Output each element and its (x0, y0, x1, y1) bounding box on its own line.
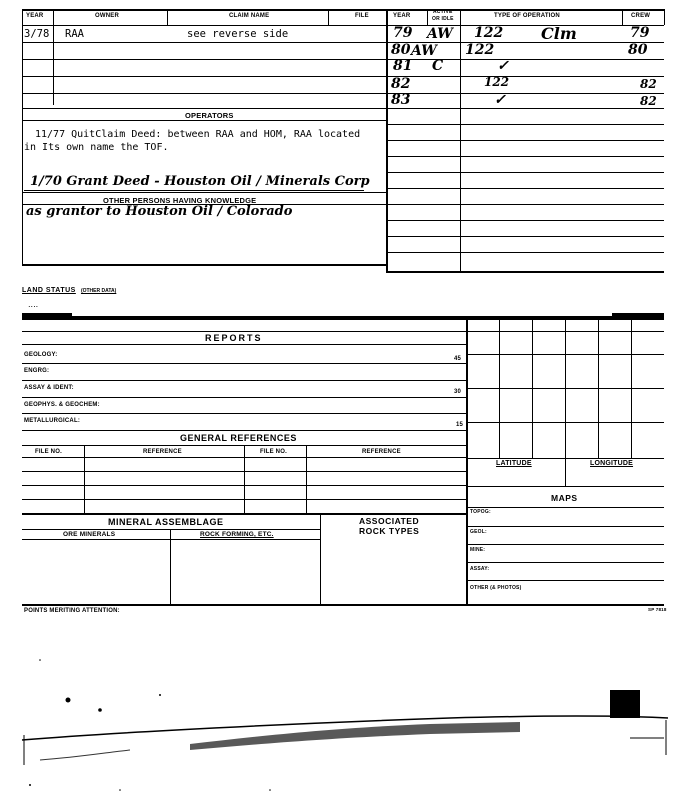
land-status-value: .... (28, 300, 39, 309)
rock-types-label: ROCK TYPES (359, 526, 420, 536)
report-engrg: ENGRG: (24, 368, 50, 374)
land-status-label (22, 277, 116, 296)
first-row-claim-name: see reverse side (187, 28, 289, 40)
op-crew-2: 80 (628, 42, 648, 58)
operators-line-2: in Its own name the TOF. (24, 142, 169, 153)
maps-title: MAPS (551, 493, 578, 503)
ore-minerals-label: ORE MINERALS (63, 531, 116, 538)
operators-handwritten: 1/70 Grant Deed - Houston Oil / Minerals Corp (30, 174, 370, 189)
op-type-1: 122 (474, 25, 504, 41)
ref-header-file-no-2: FILE NO. (260, 449, 287, 455)
op-crew-4: 82 (640, 77, 657, 91)
maps-topog: TOPOG: (470, 509, 491, 515)
col-header-or-idle: OR IDLE (432, 16, 454, 22)
op-year-1: 79 (393, 25, 413, 41)
maps-geol: GEOL: (470, 529, 487, 535)
ref-header-reference-1: REFERENCE (143, 449, 182, 455)
ref-header-file-no-1: FILE NO. (35, 449, 62, 455)
op-year-5: 83 (391, 92, 411, 108)
first-row-owner: RAA (65, 28, 84, 40)
rock-forming-label: ROCK FORMING, ETC. (200, 531, 274, 538)
col-header-active: ACTIVE (433, 9, 453, 15)
operators-label: OPERATORS (185, 111, 234, 120)
maps-mine: MINE: (470, 547, 486, 553)
op-note-1: Clm (541, 24, 577, 43)
op-active-3: C (432, 58, 444, 74)
col-header-crew: CREW (631, 13, 651, 19)
report-assay-num: 30 (454, 389, 462, 395)
op-type-5: ✓ (494, 92, 506, 108)
latitude-label: LATITUDE (496, 460, 532, 467)
first-row-year: 3/78 (24, 28, 50, 40)
land-status-sub: (OTHER DATA) (80, 288, 117, 294)
op-crew-5: 82 (640, 94, 657, 108)
report-geology: GEOLOGY: (24, 352, 58, 358)
col-header-year-2: YEAR (393, 13, 411, 19)
op-year-2: 80 (391, 42, 411, 58)
other-persons-handwritten: as grantor to Houston Oil / Colorado (26, 204, 293, 219)
other-persons-label: OTHER PERSONS HAVING KNOWLEDGE (103, 196, 257, 205)
col-header-year: YEAR (26, 13, 44, 19)
col-header-claim-name: CLAIM NAME (229, 13, 270, 19)
report-metallurgical: METALLURGICAL: (24, 418, 81, 424)
report-metallurgical-num: 15 (456, 422, 464, 428)
ref-header-reference-2: REFERENCE (362, 449, 401, 455)
op-year-4: 82 (391, 76, 411, 92)
op-crew-1: 79 (630, 25, 650, 41)
associated-label: ASSOCIATED (359, 516, 420, 526)
form-number: SP 7818 (648, 607, 667, 612)
reports-title: REPORTS (205, 333, 263, 343)
operators-line-1: 11/77 QuitClaim Deed: between RAA and HOM, RAA located (35, 129, 361, 140)
report-geology-num: 45 (454, 356, 462, 362)
op-year-3: 81 (393, 58, 413, 74)
col-header-file: FILE (355, 13, 369, 19)
op-type-2: 122 (465, 42, 495, 58)
op-active-2: AW (411, 43, 437, 59)
op-type-3: ✓ (497, 58, 509, 74)
land-status-title: LAND STATUS (22, 287, 76, 294)
report-geophys: GEOPHYS. & GEOCHEM: (24, 402, 100, 408)
op-active-1: AW (427, 26, 453, 42)
maps-assay: ASSAY: (470, 566, 490, 572)
mineral-assemblage-title: MINERAL ASSEMBLAGE (108, 517, 224, 527)
scan-artifacts (0, 640, 678, 803)
report-assay: ASSAY & IDENT: (24, 385, 74, 391)
longitude-label: LONGITUDE (590, 460, 634, 467)
general-references-title: GENERAL REFERENCES (180, 433, 297, 443)
points-meriting-attention-label: POINTS MERITING ATTENTION: (24, 608, 120, 614)
maps-other: OTHER (& PHOTOS) (470, 585, 522, 591)
col-header-owner: OWNER (95, 13, 119, 19)
col-header-type-of-operation: TYPE OF OPERATION (494, 13, 560, 19)
op-type-4: 122 (484, 75, 510, 89)
